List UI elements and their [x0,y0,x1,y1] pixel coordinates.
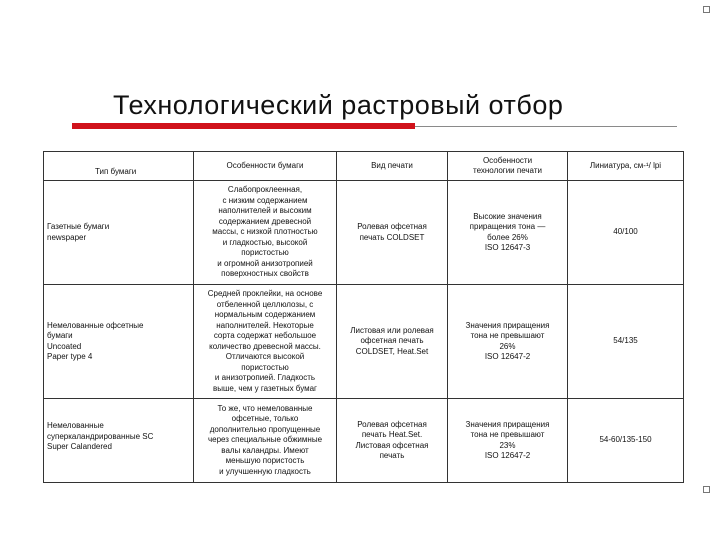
title-accent-bar [72,123,415,129]
header-paper-type: Тип бумаги [44,152,194,181]
table-header-row [44,152,684,181]
page-title: Технологический растровый отбор [113,90,564,120]
cell-line-screen: 40/100 [568,181,684,285]
cell-paper-features: Слабопроклеенная, с низким содержанием наполнителей и высоким содержанием древесной массы, с низкой плотностью и гладкостью, высокой пористостью и огромной анизотропией поверхностных свойств [194,181,337,285]
cell-print-type: Листовая или ролевая офсетная печать COLDSET, Heat.Set [337,285,448,399]
cell-print-type: Ролевая офсетная печать COLDSET [337,181,448,285]
cell-paper-type: Немелованные офсетные бумаги Uncoated Paper type 4 [44,285,194,399]
header-print-type: Вид печати [337,152,448,181]
header-print-technology: Особенности технологии печати [448,152,568,181]
table-row [44,285,684,399]
cell-line-screen: 54/135 [568,285,684,399]
paper-table [43,151,684,483]
table-row [44,181,684,285]
header-line-screen: Линиатура, см-¹/ lpi [568,152,684,181]
cell-print-technology: Значения приращения тона не превышают 23% ISO 12647-2 [448,399,568,483]
corner-square-bottom [703,486,710,493]
cell-paper-features: То же, что немелованные офсетные, только дополнительно пропущенные через специальные обжимные валы каландры. Имеют меньшую пористость и улучшенную гладкость [194,399,337,483]
cell-print-type: Ролевая офсетная печать Heat.Set. Листовая офсетная печать [337,399,448,483]
cell-paper-features: Средней проклейки, на основе отбеленной целлюлозы, с нормальным содержанием наполнителей. Некоторые сорта содержат небольшое количество древесной массы. Отличаются высокой пористостью и анизотропией. Гладкость выше, чем у газетных бумаг [194,285,337,399]
cell-line-screen: 54-60/135-150 [568,399,684,483]
header-paper-features: Особенности бумаги [194,152,337,181]
cell-print-technology: Высокие значения приращения тона — более 26% ISO 12647-3 [448,181,568,285]
cell-paper-type: Немелованные суперкаландрированные SC Super Calandered [44,399,194,483]
cell-paper-type: Газетные бумаги newspaper [44,181,194,285]
table-row [44,399,684,483]
corner-square-top [703,6,710,13]
cell-print-technology: Значения приращения тона не превышают 26% ISO 12647-2 [448,285,568,399]
